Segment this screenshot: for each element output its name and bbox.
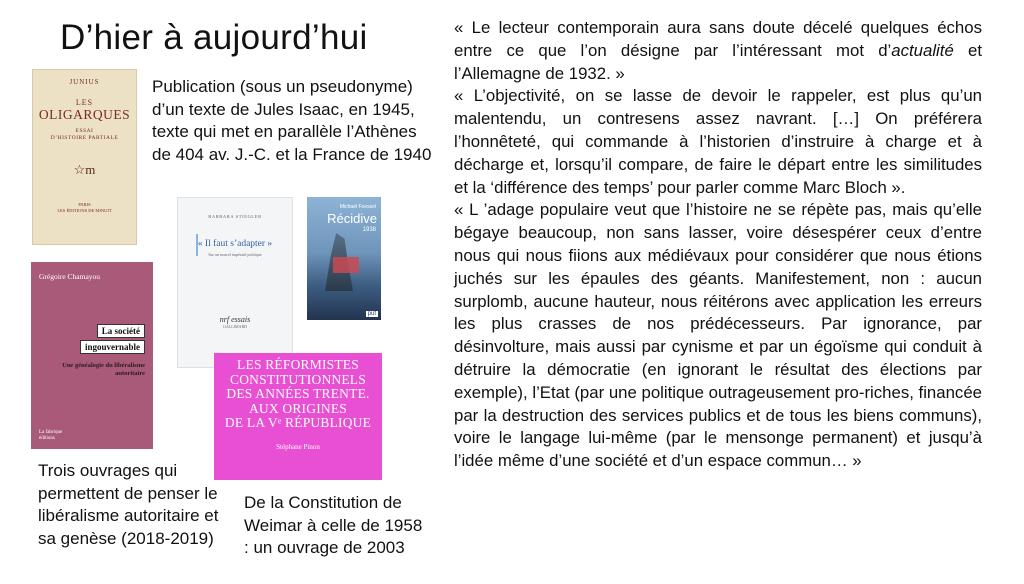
book-subtitle-line: ESSAI — [75, 128, 94, 134]
caption-weimar: De la Constitution de Weimar à celle de 1958 : un ouvrage de 2003 — [244, 493, 423, 557]
flag-image — [333, 257, 359, 273]
quote-text: « Le lecteur contemporain aura sans doute décelé quelques échos entre ce que l’on désigne par l’intéressant mot d’ — [454, 18, 982, 60]
quote-paragraph-1 — [454, 17, 982, 85]
book-author: JUNIUS — [69, 78, 100, 86]
book-title-line: OLIGARQUES — [38, 107, 131, 122]
caption-jules-isaac: Publication (sous un pseudonyme) d’un texte de Jules Isaac, en 1945, texte qui met en parallèle l’Athènes de 404 av. J.-C. et la France de 1940 — [152, 77, 432, 164]
book-subtitle-line: D’HISTOIRE PARTIALE — [50, 135, 119, 141]
book-title-line: CONSTITUTIONNELS — [230, 371, 366, 387]
quote-emphasis: actualité — [891, 40, 954, 60]
book-cover-les-reformistes-constitutionnels — [214, 353, 382, 480]
book-year: 1938 — [362, 227, 376, 233]
book-author: Michaël Foessel — [339, 204, 376, 210]
book-title-line: La société — [97, 324, 145, 338]
book-cover-les-oligarques — [32, 69, 137, 245]
book-subtitle: Une généalogie du libéralisme autoritaire — [62, 362, 145, 377]
book-cover-il-faut-s-adapter — [177, 197, 293, 368]
book-publisher: GALLIMARD — [223, 324, 247, 329]
book-publisher-line: La fabrique — [39, 430, 63, 435]
quote-text: et l’Allemagne de 1932. » — [454, 40, 982, 83]
book-title-line: AUX ORIGINES — [248, 400, 348, 416]
quotation-block — [454, 17, 982, 473]
book-title-line: LES — [75, 98, 94, 107]
book-title-line: DE LA Vᵉ RÉPUBLIQUE — [224, 415, 372, 430]
book-author: Stéphane Pinon — [276, 442, 320, 451]
book-publisher-line: PARIS — [78, 202, 91, 207]
book-author: BARBARA STIEGLER — [208, 214, 262, 219]
slide-title: D’hier à aujourd’hui — [60, 18, 368, 57]
book-cover-recidive — [307, 197, 381, 320]
book-subtitle — [33, 128, 136, 142]
cover-accent-bar — [196, 234, 198, 256]
book-subtitle: Sur un nouvel impératif politique — [208, 252, 262, 257]
publisher-logo: ☆m — [73, 162, 96, 177]
book-publisher — [33, 202, 136, 214]
book-cover-la-societe-ingouvernable — [31, 262, 153, 449]
book-publisher: puf — [367, 311, 376, 317]
caption-trois-ouvrages: Trois ouvrages qui permettent de penser le libéralisme autoritaire et sa genèse (2018-2019) — [38, 461, 219, 548]
quote-paragraph-3: « L ’adage populaire veut que l’histoire ne se répète pas, mais qu’elle bégaye beaucoup, non sans lasser, voire désespérer ceux d’entre nous qui nous fiions aux médiévaux pour considérer que nous étions juchés sur les épaules des géants. Manifestement, non : aucun surplomb, aucune hauteur, nous réitérons avec application les erreurs les plus crasses de nos prédécesseurs. Par ignorance, par désinvolture, mais aussi par cynisme et par un égoïsme qui conduit à détruire la démocratie (en ignorant le résultat des élections par exemple), l’Etat (par une politique outrageusement pro-riches, financée par la destruction des services publics et de tous les biens communs), voire le langage lui-même (par le mensonge permanent) et jusqu’à l’idée même d’une société et d’un espace commun… » — [454, 200, 982, 471]
book-title: Récidive — [327, 211, 377, 226]
book-publisher-line: éditions — [39, 436, 55, 441]
quote-paragraph-2: « L’objectivité, on se lasse de devoir le rappeler, est plus qu’un malentendu, un contresens assez navrant. […] On préférera l’honnêteté, qui commande à l’historien d’instruire à charge et à décharge et, lorsqu’il compare, de faire le départ entre les similitudes et la ‘différence des temps’ pour parler comme Marc Bloch ». — [454, 86, 982, 197]
book-title-line: LES RÉFORMISTES — [237, 357, 359, 372]
book-publisher — [39, 430, 62, 442]
book-author: Grégoire Chamayou — [39, 272, 101, 281]
book-title-line: DES ANNÉES TRENTE. — [226, 386, 370, 401]
book-title — [214, 358, 382, 431]
book-series: nrf essais — [219, 315, 251, 324]
book-title-line: ingouvernable — [80, 340, 145, 354]
book-publisher-line: LES ÉDITIONS DE MINUIT — [57, 208, 112, 213]
book-title: « Il faut s’adapter » — [197, 239, 273, 249]
